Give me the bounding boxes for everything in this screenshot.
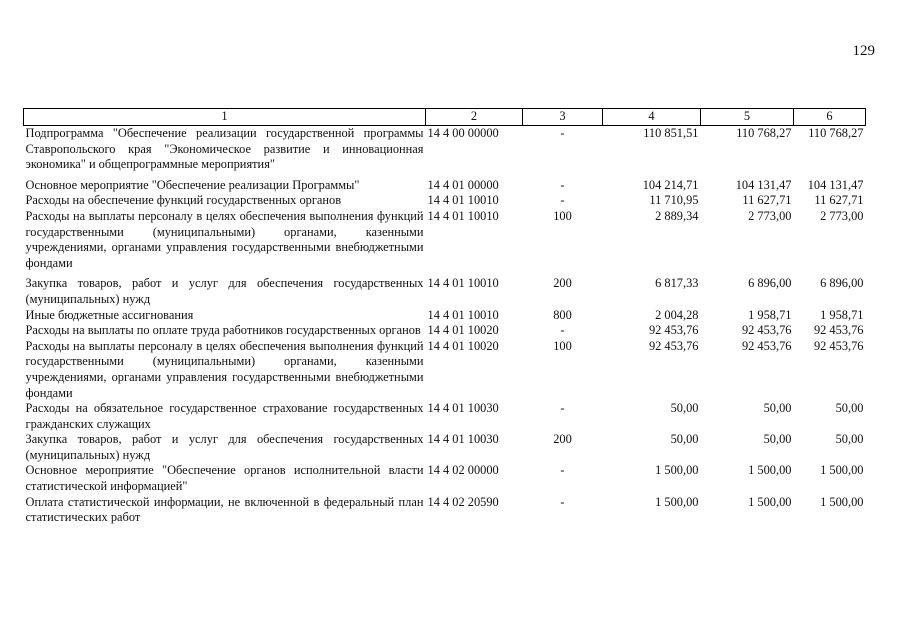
row-value-3: 1 500,00	[820, 494, 864, 509]
row-value-1: 2 889,34	[655, 208, 699, 223]
row-name: Расходы на выплаты персоналу в целях обеспечения выполнения функций государственными (муниципальными) органами, казенными учреждениями, органами управления государственными внебюджетными фондами	[25, 338, 424, 400]
table-row	[24, 193, 866, 209]
row-code: 14 4 01 10020	[427, 323, 499, 338]
row-value-1: 104 214,71	[642, 177, 699, 192]
row-type: -	[560, 126, 565, 140]
row-code: 14 4 01 10010	[427, 208, 499, 223]
row-value-2: 1 500,00	[748, 463, 792, 478]
header-row	[24, 109, 866, 126]
row-value-3: 110 768,27	[808, 126, 864, 140]
table-row	[24, 276, 866, 307]
row-type: 100	[553, 338, 572, 353]
budget-table	[23, 108, 866, 526]
row-type: -	[560, 193, 565, 208]
table-row	[24, 323, 866, 339]
row-value-2: 11 627,71	[742, 193, 792, 208]
table-row	[24, 432, 866, 463]
table-row	[24, 495, 866, 526]
row-value-3: 1 500,00	[820, 463, 864, 478]
row-value-3: 1 958,71	[820, 307, 864, 322]
row-type: -	[560, 401, 565, 416]
row-type: 200	[553, 276, 572, 291]
row-name: Иные бюджетные ассигнования	[25, 307, 194, 322]
row-code: 14 4 00 00000	[427, 126, 499, 140]
row-value-1: 6 817,33	[655, 276, 699, 291]
row-value-3: 92 453,76	[813, 338, 864, 353]
row-value-1: 50,00	[670, 432, 699, 447]
table-row	[24, 308, 866, 324]
row-value-2: 2 773,00	[748, 208, 792, 223]
row-value-1: 11 710,95	[649, 193, 699, 208]
table-row	[24, 209, 866, 276]
header-col-5: 5	[701, 109, 794, 126]
row-value-2: 6 896,00	[748, 276, 792, 291]
table-row	[24, 463, 866, 494]
row-name: Основное мероприятие "Обеспечение реализации Программы"	[25, 177, 360, 192]
row-value-1: 92 453,76	[648, 323, 699, 338]
table-row	[24, 401, 866, 432]
page-number: 129	[852, 43, 875, 59]
row-name: Расходы на выплаты по оплате труда работников государственных органов	[25, 323, 421, 338]
row-value-3: 6 896,00	[820, 276, 864, 291]
row-value-3: 50,00	[835, 432, 864, 447]
header-col-2: 2	[426, 109, 523, 126]
header-col-4: 4	[603, 109, 701, 126]
row-value-2: 104 131,47	[735, 177, 792, 192]
table-row	[24, 178, 866, 194]
row-value-3: 2 773,00	[820, 208, 864, 223]
header-col-3: 3	[523, 109, 603, 126]
row-type: 200	[553, 432, 572, 447]
row-name: Оплата статистической информации, не включенной в федеральный план статистических работ	[25, 494, 424, 525]
row-code: 14 4 01 10010	[427, 193, 499, 208]
row-name: Закупка товаров, работ и услуг для обеспечения государственных (муниципальных) нужд	[25, 432, 424, 462]
row-value-2: 1 500,00	[748, 494, 792, 509]
row-value-3: 92 453,76	[813, 323, 864, 338]
row-value-1: 2 004,28	[655, 307, 699, 322]
row-value-1: 1 500,00	[655, 463, 699, 478]
row-value-3: 104 131,47	[807, 177, 864, 192]
row-value-1: 92 453,76	[648, 338, 699, 353]
row-value-2: 50,00	[763, 401, 792, 416]
row-code: 14 4 02 00000	[427, 463, 499, 478]
row-code: 14 4 01 00000	[427, 177, 499, 192]
table-row	[24, 339, 866, 401]
row-name: Закупка товаров, работ и услуг для обеспечения государственных (муниципальных) нужд	[25, 276, 424, 306]
row-name: Расходы на выплаты персоналу в целях обеспечения выполнения функций государственными (муниципальными) органами, казенными учреждениями, органами управления государственными внебюджетными фондами	[25, 208, 424, 270]
row-code: 14 4 02 20590	[427, 494, 499, 509]
row-type: 800	[553, 307, 572, 322]
row-code: 14 4 01 10010	[427, 307, 499, 322]
row-value-2: 1 958,71	[748, 307, 792, 322]
row-value-1: 1 500,00	[655, 494, 699, 509]
row-type: -	[560, 177, 565, 192]
row-value-3: 50,00	[835, 401, 864, 416]
row-type: 100	[553, 208, 572, 223]
header-col-6: 6	[794, 109, 866, 126]
row-value-2: 92 453,76	[741, 338, 792, 353]
row-code: 14 4 01 10030	[427, 432, 499, 447]
row-name: Основное мероприятие "Обеспечение органов исполнительной власти статистической информацией"	[25, 463, 424, 494]
row-code: 14 4 01 10010	[427, 276, 499, 291]
header-col-1: 1	[24, 109, 426, 126]
table-row	[24, 126, 866, 178]
row-type: -	[560, 323, 565, 338]
row-value-2: 110 768,27	[736, 126, 792, 140]
row-value-1: 50,00	[670, 401, 699, 416]
row-value-1: 110 851,51	[643, 126, 699, 140]
row-name: Расходы на обеспечение функций государственных органов	[25, 193, 342, 208]
row-name: Подпрограмма "Обеспечение реализации государственной программы Ставропольского края "Экономическое развитие и инновационная экономика" и общепрограммные мероприятия"	[25, 126, 424, 172]
row-name: Расходы на обязательное государственное страхование государственных гражданских служащих	[25, 401, 424, 431]
row-code: 14 4 01 10030	[427, 401, 499, 416]
row-value-2: 50,00	[763, 432, 792, 447]
row-value-3: 11 627,71	[814, 193, 864, 208]
row-value-2: 92 453,76	[741, 323, 792, 338]
row-code: 14 4 01 10020	[427, 338, 499, 353]
row-type: -	[560, 463, 565, 478]
row-type: -	[560, 494, 565, 509]
